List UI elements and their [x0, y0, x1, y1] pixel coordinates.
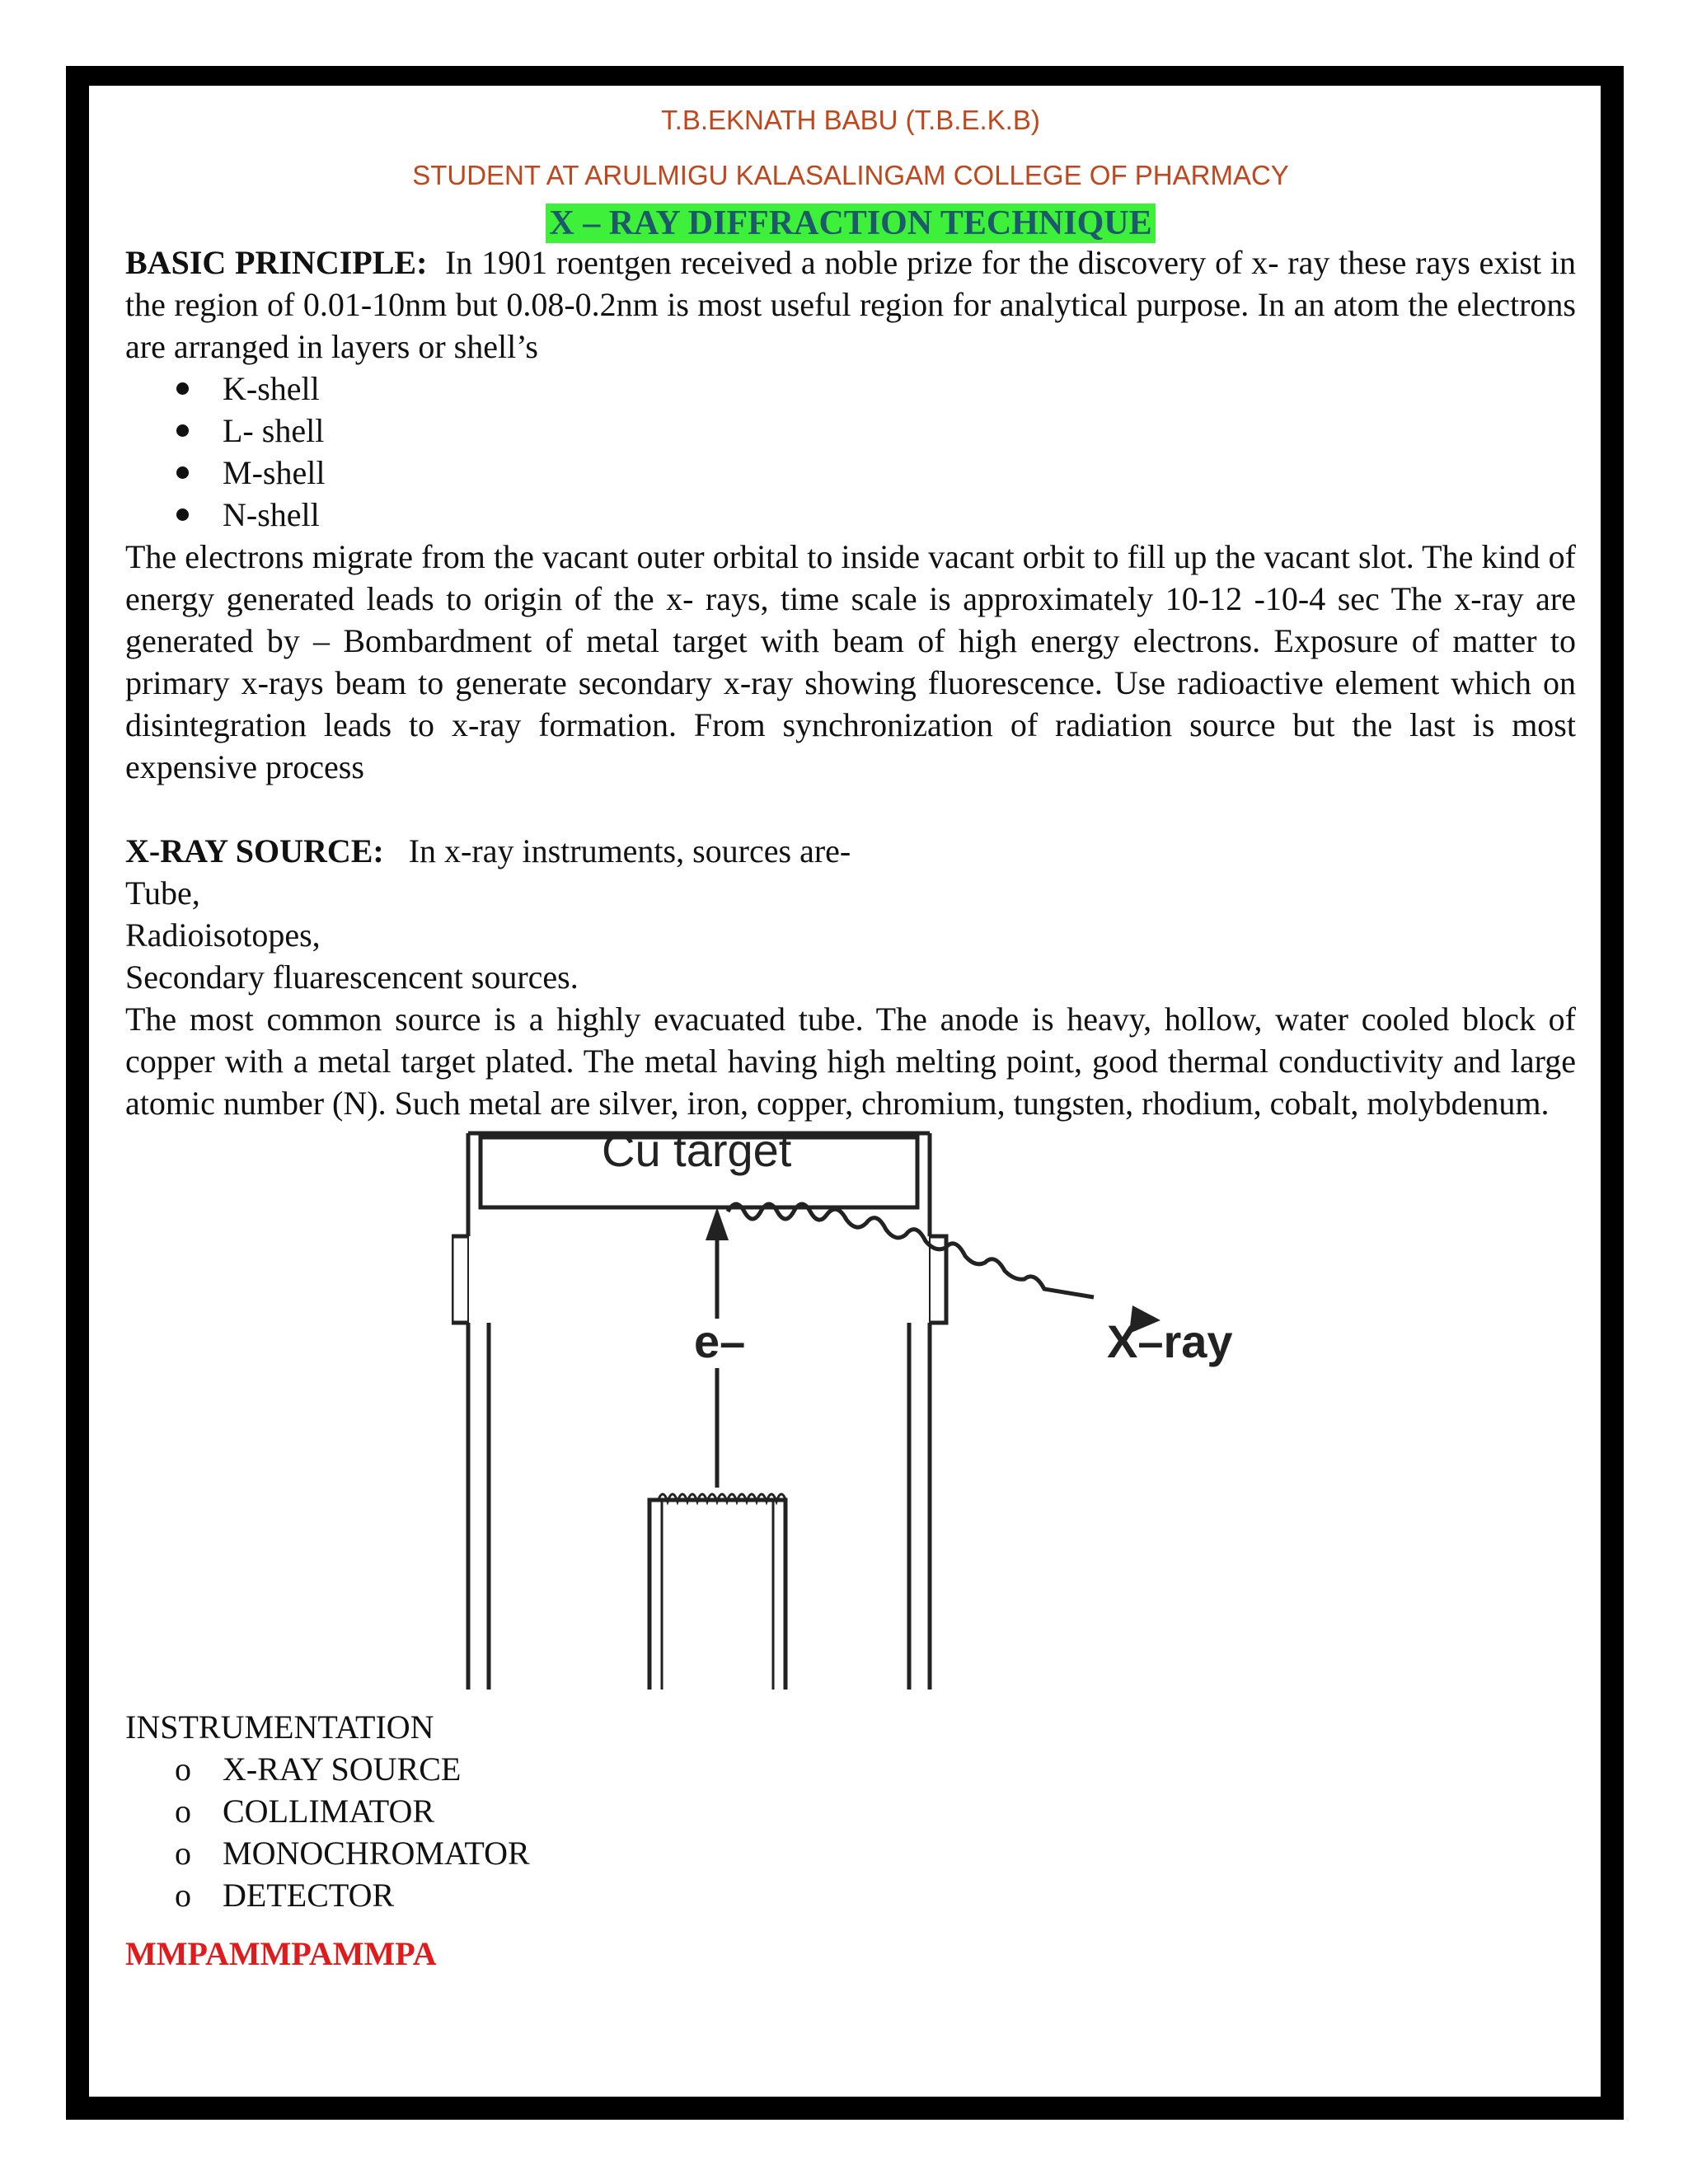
author-line: T.B.EKNATH BABU (T.B.E.K.B): [661, 105, 1040, 135]
xray-label: X–ray: [1107, 1315, 1233, 1367]
source-item: Radioisotopes,: [125, 916, 321, 954]
list-item: o X-RAY SOURCE: [125, 1748, 1576, 1790]
electron-label: e–: [694, 1315, 746, 1367]
instrumentation-heading: INSTRUMENTATION: [125, 1708, 434, 1746]
document-title: X – RAY DIFFRACTION TECHNIQUE: [546, 204, 1155, 243]
spacer: [125, 788, 1576, 830]
list-item: o COLLIMATOR: [125, 1790, 1576, 1832]
cu-target-label: Cu target: [602, 1124, 792, 1176]
xray-wave: [728, 1204, 1094, 1297]
basic-principle-text: In 1901 roentgen received a noble prize for the discovery of x- ray these rays exist in the region of 0.01-10nm but 0.08-0.2nm is most useful region for analytical purpose. In an atom the electrons are arranged in layers or shell’s: [125, 244, 1577, 365]
source-item: Tube,: [125, 874, 200, 912]
title-row: [125, 202, 1576, 241]
bullet-icon: [176, 424, 189, 437]
xray-source-text: In x-ray instruments, sources are-: [408, 832, 851, 869]
basic-principle-heading: BASIC PRINCIPLE:: [125, 244, 428, 281]
xray-source-heading: X-RAY SOURCE:: [125, 832, 384, 869]
circle-bullet-icon: o: [175, 1835, 191, 1872]
xray-tube-paragraph: The most common source is a highly evacuated tube. The anode is heavy, hollow, water cooled block of copper with a metal target plated. The metal having high melting point, good thermal conductivity and large atomic number (N). Such metal are silver, iron, copper, chromium, tungsten, rhodium, cobalt, molybdenum.: [125, 1001, 1576, 1122]
list-item: M-shell: [125, 452, 1576, 494]
list-item: o DETECTOR: [125, 1874, 1576, 1916]
circle-bullet-icon: o: [175, 1877, 191, 1914]
footer-mark: MMPAMMPAMMPA: [125, 1935, 437, 1972]
source-item: Secondary fluarescencent sources.: [125, 958, 579, 996]
circle-bullet-icon: o: [175, 1750, 191, 1788]
list-item: K-shell: [125, 368, 1576, 410]
xray-tube-drawing: [452, 1124, 1259, 1706]
document-content: [125, 97, 1576, 2008]
shell-list: [125, 368, 1576, 536]
xray-source-intro: [125, 830, 1576, 872]
list-item: L- shell: [125, 410, 1576, 452]
bullet-icon: [176, 382, 189, 395]
basic-principle-paragraph: [125, 241, 1576, 368]
xray-tube-diagram: [452, 1124, 1259, 1706]
list-item: N-shell: [125, 494, 1576, 536]
electron-migration-paragraph: The electrons migrate from the vacant outer orbital to inside vacant orbit to fill up the vacant slot. The kind of energy generated leads to origin of the x- rays, time scale is approximately 10-12 -10-4 sec The x-ray are generated by – Bombardment of metal target with beam of high energy electrons. Exposure of matter to primary x-rays beam to generate secondary x-ray showing fluorescence. Use radioactive element which on disintegration leads to x-ray formation. From synchronization of radiation source but the last is most expensive process: [125, 538, 1576, 785]
bullet-icon: [176, 509, 189, 521]
bullet-icon: [176, 466, 189, 479]
electron-arrowhead: [706, 1207, 729, 1240]
circle-bullet-icon: o: [175, 1793, 191, 1830]
institution-line: STUDENT AT ARULMIGU KALASALINGAM COLLEGE OF PHARMACY: [412, 160, 1289, 190]
instrumentation-list: [125, 1748, 1576, 1916]
list-item: o MONOCHROMATOR: [125, 1832, 1576, 1874]
